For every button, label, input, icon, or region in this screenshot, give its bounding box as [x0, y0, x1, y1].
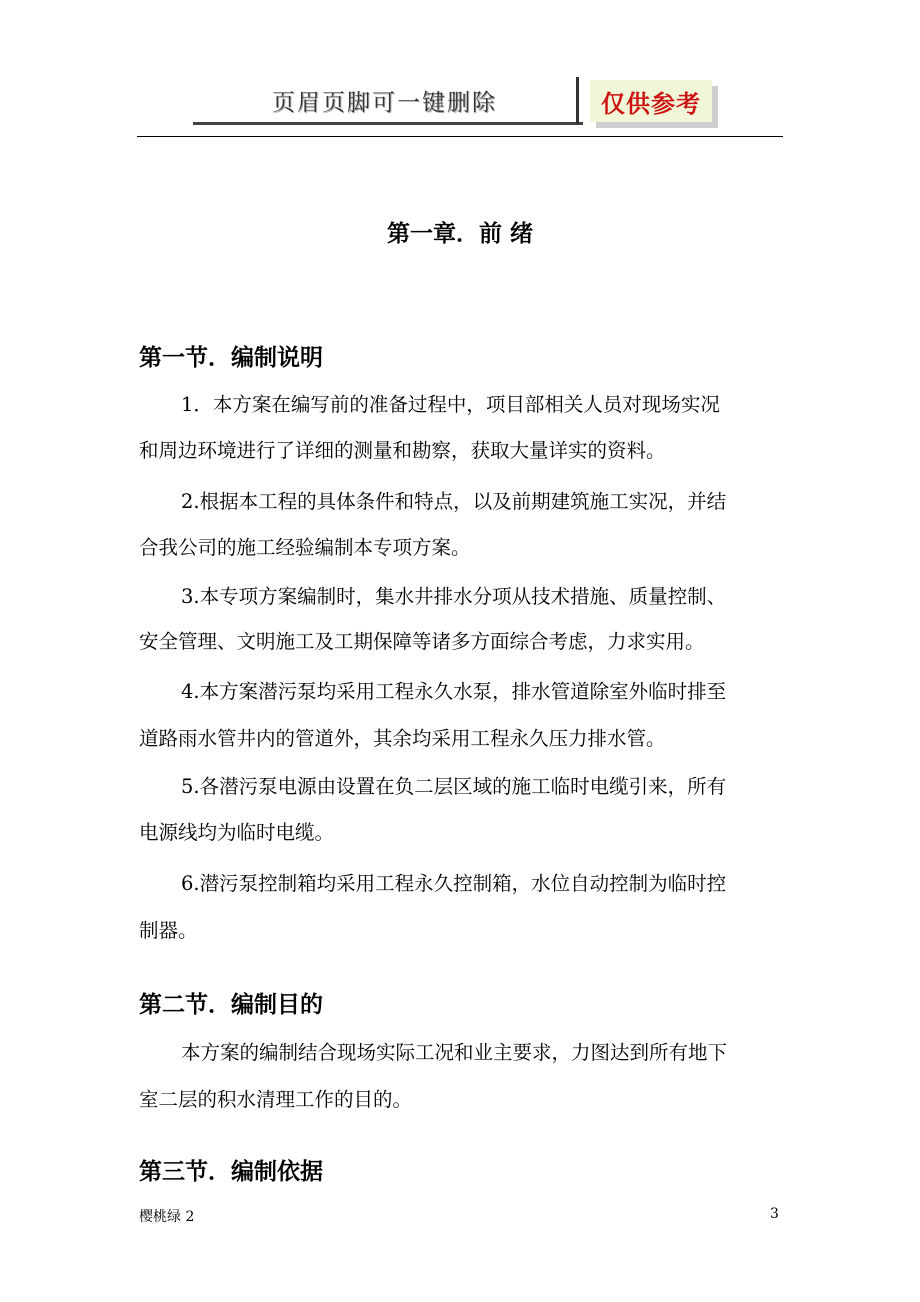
section-title-2: 第二节．编制目的	[139, 992, 323, 1018]
paragraph-line: 2.根据本工程的具体条件和特点，以及前期建筑施工实况，并结	[181, 490, 727, 513]
section-title-3: 第三节．编制依据	[139, 1159, 323, 1185]
paragraph-line: 安全管理、文明施工及工期保障等诸多方面综合考虑，力求实用。	[139, 630, 705, 653]
header-watermark-text: 页眉页脚可一键删除	[272, 90, 497, 116]
paragraph-line: 和周边环境进行了详细的测量和勘察，获取大量详实的资料。	[139, 439, 666, 462]
chapter-title: 第一章．前 绪	[386, 221, 533, 247]
paragraph-line: 1．本方案在编写前的准备过程中，项目部相关人员对现场实况	[181, 393, 720, 416]
section-title-1: 第一节．编制说明	[139, 345, 323, 371]
paragraph-line: 电源线均为临时电缆。	[139, 821, 335, 844]
paragraph-line: 6.潜污泵控制箱均采用工程永久控制箱，水位自动控制为临时控	[181, 872, 727, 895]
paragraph-line: 4.本方案潜污泵均采用工程永久水泵，排水管道除室外临时排至	[181, 680, 727, 703]
paragraph-line: 制器。	[139, 919, 198, 942]
paragraph-line: 室二层的积水清理工作的目的。	[139, 1088, 413, 1111]
paragraph-line: 3.本专项方案编制时，集水井排水分项从技术措施、质量控制、	[181, 585, 727, 608]
header-divider	[576, 77, 579, 124]
paragraph-line: 道路雨水管井内的管道外，其余均采用工程永久压力排水管。	[139, 727, 666, 750]
header-underline	[193, 122, 583, 125]
paragraph-line: 本方案的编制结合现场实际工况和业主要求，力图达到所有地下	[181, 1041, 728, 1064]
header-rule	[137, 136, 783, 137]
paragraph-line: 5.各潜污泵电源由设置在负二层区域的施工临时电缆引来，所有	[181, 775, 727, 798]
paragraph-line: 合我公司的施工经验编制本专项方案。	[139, 536, 471, 559]
footer-text: 樱桃绿 2	[139, 1209, 195, 1225]
reference-only-badge: 仅供参考	[590, 80, 712, 122]
page-number: 3	[770, 1206, 779, 1222]
